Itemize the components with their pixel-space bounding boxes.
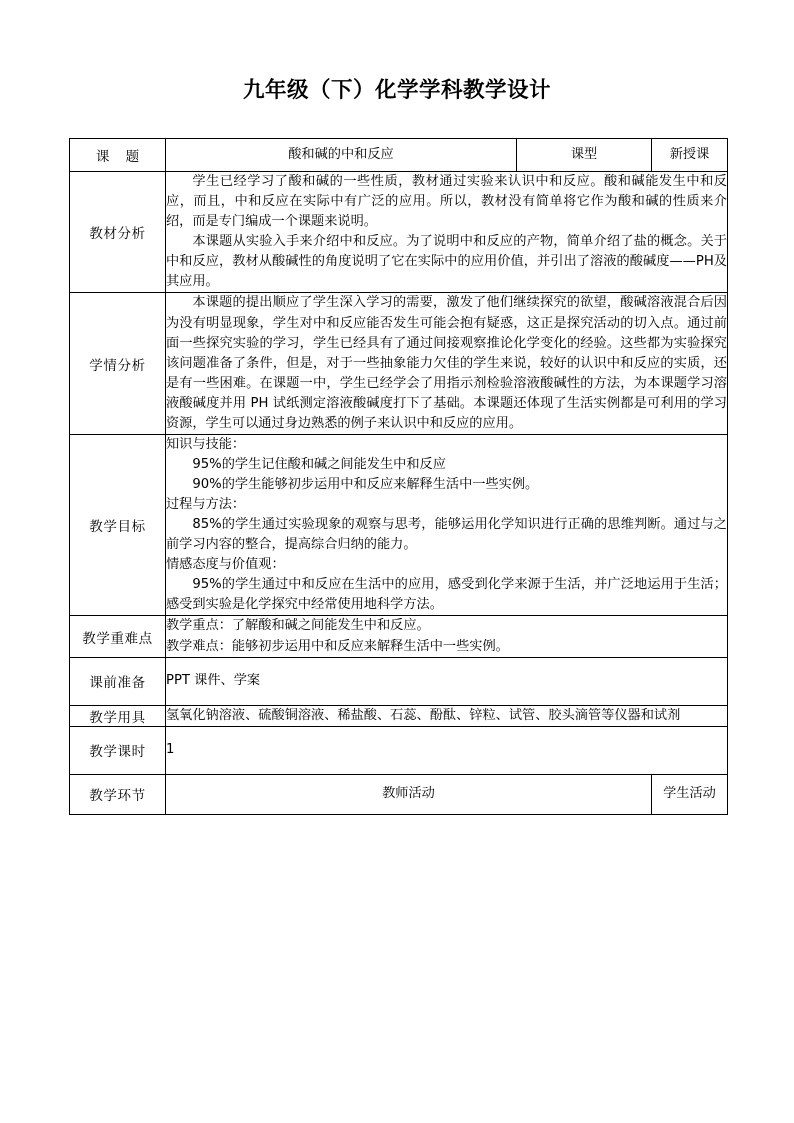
table-row-preparation xyxy=(70,657,728,705)
objectives-content xyxy=(166,434,728,616)
row-label-key-points: 教学重难点 xyxy=(70,616,166,657)
student-activity-header: 学生活动 xyxy=(652,774,728,814)
objective-line: 情感态度与价值观： xyxy=(166,557,285,573)
lesson-type-label: 课型 xyxy=(517,139,652,172)
objective-line: 90%的学生能够初步运用中和反应来解释生活中一些实例。 xyxy=(192,477,539,492)
teacher-activity-header: 教师活动 xyxy=(166,774,652,814)
row-label-preparation: 课前准备 xyxy=(70,657,166,705)
table-row-key-points xyxy=(70,616,728,657)
objective-line: 知识与技能： xyxy=(166,436,246,452)
table-row-material-analysis xyxy=(70,172,728,293)
lesson-type-value: 新授课 xyxy=(652,139,728,172)
objective-line: 95%的学生通过中和反应在生活中的应用，感受到化学来源于生活，并广泛地运用于生活；感受到实验是化学探究中经常使用地科学方法。 xyxy=(166,577,727,613)
table-row-student-analysis xyxy=(70,293,728,434)
objective-line: 85%的学生通过实验现象的观察与思考，能够运用化学知识进行正确的思维判断。通过与之前学习内容的整合，提高综合归纳的能力。 xyxy=(166,517,727,553)
table-row-periods xyxy=(70,726,728,774)
row-label-student-analysis: 学情分析 xyxy=(70,293,166,434)
periods-value: 1 xyxy=(166,726,728,774)
material-analysis-paragraph-1: 学生已经学习了酸和碱的一些性质，教材通过实验来认识中和反应。酸和碱能发生中和反应，而且，中和反应在实际中有广泛的应用。所以，教材没有简单将它作为酸和碱的性质来介绍，而是专门编成一个课题来说明。 xyxy=(166,174,727,230)
table-row-objectives xyxy=(70,434,728,616)
preparation-value: PPT 课件、学案 xyxy=(166,657,728,705)
material-analysis-paragraph-2: 本课题从实验入手来介绍中和反应。为了说明中和反应的产物，简单介绍了盐的概念。关于中和反应，教材从酸碱性的角度说明了它在实际中的应用价值，并引出了溶液的酸碱度——PH及其应用。 xyxy=(166,234,727,290)
key-point-line: 教学难点：能够初步运用中和反应来解释生活中一些实例。 xyxy=(166,638,509,654)
objective-line: 过程与方法： xyxy=(166,497,246,513)
objective-line: 95%的学生记住酸和碱之间能发生中和反应 xyxy=(192,456,446,472)
topic-value: 酸和碱的中和反应 xyxy=(166,139,517,172)
table-row-topic xyxy=(70,139,728,172)
row-label-material-analysis: 教材分析 xyxy=(70,172,166,293)
row-label-objectives: 教学目标 xyxy=(70,434,166,616)
student-analysis-paragraph-1: 本课题的提出顺应了学生深入学习的需要，激发了他们继续探究的欲望，酸碱溶液混合后因为没有明显现象，学生对中和反应能否发生可能会抱有疑惑，这正是探究活动的切入点。通过前面一些探究实验的学习，学生已经具有了通过间接观察推论化学变化的经验。这些都为实验探究该问题准备了条件，但是，对于一些抽象能力欠佳的学生来说，较好的认识中和反应的实质，还是有一些困难。在课题一中，学生已经学会了用指示剂检验溶液酸碱性的方法，为本课题学习溶液酸碱度并用 PH 试纸测定溶液酸碱度打下了基础。本课题还体现了生活实例都是可利用的学习资源，学生可以通过身边熟悉的例子来认识中和反应的应用。 xyxy=(166,295,727,431)
material-analysis-content xyxy=(166,172,728,293)
lesson-plan-table-wrapper xyxy=(69,138,728,815)
student-analysis-content xyxy=(166,293,728,434)
key-point-line: 教学重点：了解酸和碱之间能发生中和反应。 xyxy=(166,618,430,634)
key-points-content xyxy=(166,616,728,657)
table-row-equipment xyxy=(70,705,728,726)
page-title: 九年级（下）化学学科教学设计 xyxy=(242,78,551,103)
row-label-segments: 教学环节 xyxy=(70,774,166,814)
lesson-plan-table xyxy=(69,138,728,815)
table-row-segments xyxy=(70,774,728,814)
row-label-periods: 教学课时 xyxy=(70,726,166,774)
equipment-value: 氢氧化钠溶液、硫酸铜溶液、稀盐酸、石蕊、酚酞、锌粒、试管、胶头滴管等仪器和试剂 xyxy=(166,705,728,726)
row-label-equipment: 教学用具 xyxy=(70,705,166,726)
row-label-topic: 课 题 xyxy=(70,139,166,172)
